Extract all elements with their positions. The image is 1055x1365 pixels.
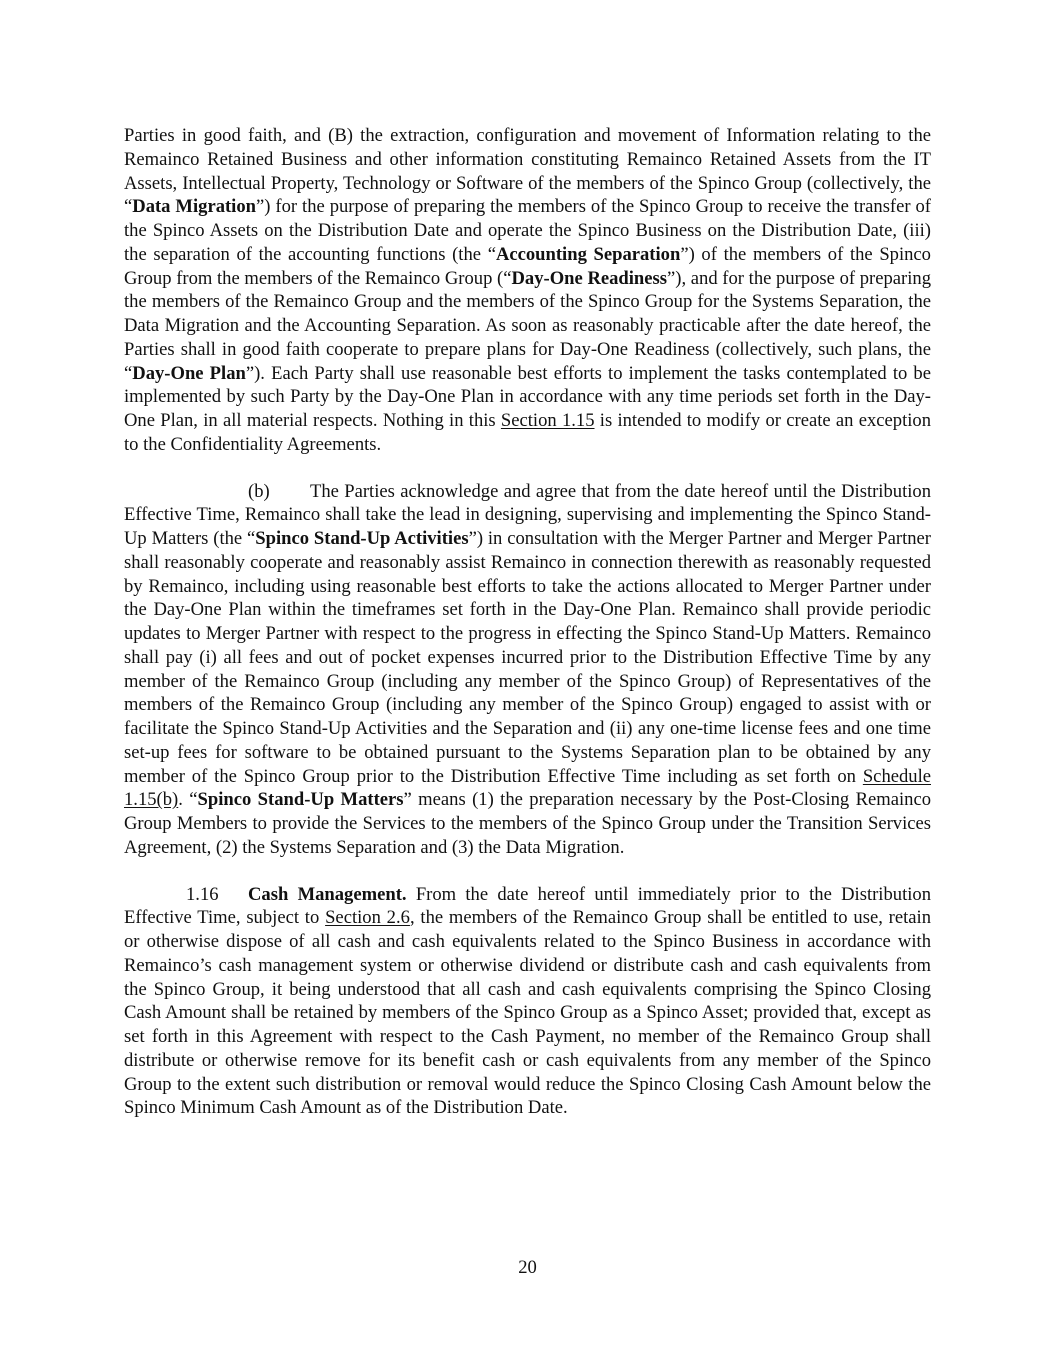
defined-term-accounting-separation: Accounting Separation bbox=[495, 243, 681, 265]
section-reference-link: Section 2.6 bbox=[325, 907, 410, 929]
section-heading: Cash Management. bbox=[248, 883, 407, 905]
schedule-reference-link: Schedule 1.15(b) bbox=[124, 765, 931, 811]
page-number: 20 bbox=[518, 1257, 537, 1278]
section-cash-management: 1.16 Cash Management. From the date hereof until immediately prior to the Distribution Effective Time, subject to Section 2.6, the members of the Remainco Group shall be entitled to use, retain or otherwise dispose of all cash and cash equivalents related to the Spinco Business in accordance with Remainco’s cash management system or otherwise dividend or distribute cash and cash equivalents from the Spinco Group, it being understood that all cash and cash equivalents comprising the Spinco Closing Cash Amount shall be retained by members of the Spinco Group as a Spinco Asset; provided that, except as set forth in this Agreement with respect to the Cash Payment, no member of the Remainco Group shall distribute or otherwise remove for its benefit cash or cash equivalents from any member of the Spinco Group to the extent such distribution or removal would reduce the Spinco Closing Cash Amount below the Spinco Minimum Cash Amount as of the Distribution Date. bbox=[124, 883, 931, 1119]
defined-term-day-one-readiness: Day-One Readiness bbox=[511, 267, 667, 289]
defined-term-spinco-stand-up-activities: Spinco Stand-Up Activities bbox=[255, 528, 469, 549]
section-reference-link: Section 1.15 bbox=[500, 410, 595, 431]
paragraph-label: (b) bbox=[248, 480, 270, 502]
paragraph-continuation: Parties in good faith, and (B) the extraction, configuration and movement of Information relating to the Remainco Retained Business and other information constituting Remainco Retained Assets from the IT Assets, Intellectual Property, Technology or Software of the members of the Spinco Group (collectively, the “Data Migration”) for the purpose of preparing the members of the Spinco Group to receive the transfer of the Spinco Assets on the Distribution Date and operate the Spinco Business on the Distribution Date, (iii) the separation of the accounting functions (the “Accounting Separation”) of the members of the Spinco Group from the members of the Remainco Group (“Day-One Readiness”), and for the purpose of preparing the members of the Remainco Group and the members of the Spinco Group for the Systems Separation, the Data Migration and the Accounting Separation. As soon as reasonably practicable after the date hereof, the Parties shall in good faith cooperate to prepare plans for Day-One Readiness (collectively, such plans, the “Day-One Plan”). Each Party shall use reasonable best efforts to implement the tasks contemplated to be implemented by such Party by the Day-One Plan in accordance with any time periods set forth in the Day-One Plan, in all material respects. Nothing in this Section 1.15 is intended to modify or create an exception to the Confidentiality Agreements. bbox=[124, 125, 932, 455]
defined-term-spinco-stand-up-matters: Spinco Stand-Up Matters bbox=[197, 789, 404, 811]
defined-term-day-one-plan: Day-One Plan bbox=[132, 362, 246, 384]
document-page bbox=[124, 124, 931, 1120]
defined-term-data-migration: Data Migration bbox=[132, 196, 256, 218]
paragraph-b: (b) The Parties acknowledge and agree that from the date hereof until the Distribution Effective Time, Remainco shall take the lead in designing, supervising and implementing the Spinco Stand-Up Matters (the “Spinco Stand-Up Activities”) in consultation with the Merger Partner and Merger Partner shall reasonably cooperate and reasonably assist Remainco in connection therewith as reasonably requested by Remainco, including using reasonable best efforts to take the actions allocated to Merger Partner under the Day-One Plan within the timeframes set forth in the Day-One Plan. Remainco shall provide periodic updates to Merger Partner with respect to the progress in effecting the Spinco Stand-Up Matters. Remainco shall pay (i) all fees and out of pocket expenses incurred prior to the Distribution Effective Time by any member of the Remainco Group (including any member of the Spinco Group) of Representatives of the members of the Remainco Group (including any member of the Spinco Group) engaged to assist with or facilitate the Spinco Stand-Up Activities and the Separation and (ii) any one-time license fees and one time set-up fees for software to be obtained pursuant to the Systems Separation plan to be obtained by any member of the Spinco Group prior to the Distribution Effective Time including as set forth on Schedule 1.15(b). “Spinco Stand-Up Matters” means (1) the preparation necessary by the Post-Closing Remainco Group Members to provide the Services to the members of the Spinco Group under the Transition Services Agreement, (2) the Systems Separation and (3) the Data Migration. bbox=[124, 480, 931, 858]
section-number: 1.16 bbox=[186, 883, 219, 905]
